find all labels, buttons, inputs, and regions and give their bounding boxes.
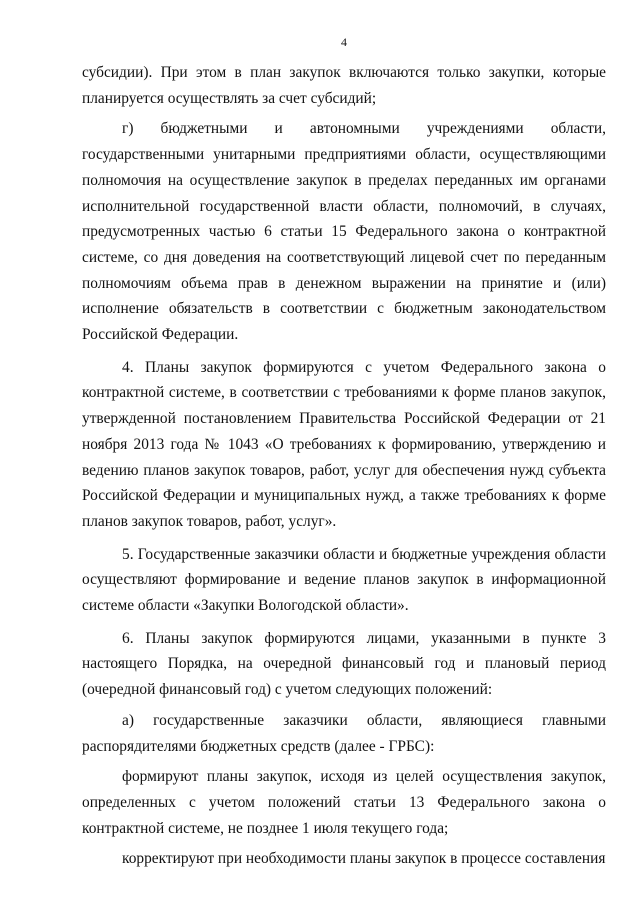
paragraph-correct-plans: корректируют при необходимости планы закупок в процессе составления: [122, 850, 606, 868]
paragraph-item-6: 6. Планы закупок формируются лицами, указанными в пункте 3 настоящего Порядка, на очередной финансовый год и плановый период (очередной финансовый год) с учетом следующих положений:: [82, 629, 606, 699]
paragraph-item-6a: а) государственные заказчики области, являющиеся главными распорядителями бюджетных средств (далее - ГРБС):: [82, 711, 606, 755]
page-number: 4: [341, 35, 347, 49]
paragraph-form-plans: формируют планы закупок, исходя из целей осуществления закупок, определенных с учетом положений статьи 13 Федерального закона о контрактной системе, не позднее 1 июля текущего года;: [82, 768, 606, 837]
paragraph-item-5: 5. Государственные заказчики области и бюджетные учреждения области осуществляют формирование и ведение планов закупок в информационной системе области «Закупки Вологодской области».: [82, 545, 606, 615]
paragraph-subsidies-end: субсидии). При этом в план закупок включаются только закупки, которые планируется осуществлять за счет субсидий;: [82, 64, 606, 107]
paragraph-item-g: г) бюджетными и автономными учреждениями области, государственными унитарными предприятиями области, осуществляющими полномочия на осуществление закупок в пределах переданных им органами исполнительной государственной власти области, полномочий, в случаях, предусмотренных частью 6 статьи 15 Федерального закона о контрактной системе, со дня доведения на соответствующий лицевой счет по переданным полномочиям объема прав в денежном выражении на принятие и (или) исполнение обязательств в соответствии с бюджетным законодательством Российской Федерации.: [82, 120, 606, 344]
paragraph-item-4: 4. Планы закупок формируются с учетом Федерального закона о контрактной системе, в соответствии с требованиями к форме планов закупок, утвержденной постановлением Правительства Российской Федерации от 21 ноября 2013 года № 1043 «О требованиях к формированию, утверждению и ведению планов закупок товаров, работ, услуг для обеспечения нужд субъекта Российской Федерации и муниципальных нужд, а также требованиях к форме планов закупок товаров, работ, услуг».: [82, 358, 606, 530]
